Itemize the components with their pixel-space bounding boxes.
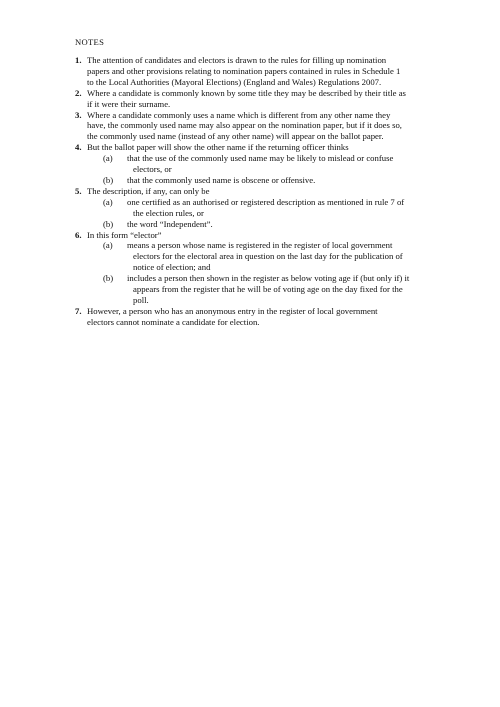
note-item <box>75 230 427 306</box>
note-text-line: electors cannot nominate a candidate for election. <box>87 316 260 327</box>
sub-item-text <box>127 197 427 219</box>
note-item <box>75 88 427 110</box>
sub-item-text <box>127 273 427 306</box>
note-text-line: The attention of candidates and electors is drawn to the rules for filling up nomination <box>87 55 387 65</box>
note-number: 2. <box>75 87 82 98</box>
sub-item-label: (a) <box>103 153 113 164</box>
sub-item-text-line: the word “Independent”. <box>127 218 213 229</box>
note-text-line: if it were their surname. <box>87 98 171 109</box>
sub-item-text-line: appears from the register that he will be of voting age on the day fixed for the <box>133 284 403 295</box>
note-body <box>87 88 427 110</box>
note-item <box>75 186 427 230</box>
note-text-line: The description, if any, can only be <box>87 185 210 196</box>
sub-item-text-line: electors, or <box>133 164 172 175</box>
sub-item <box>103 197 427 219</box>
sub-item-text <box>127 219 427 230</box>
note-body <box>87 110 427 143</box>
note-number: 6. <box>75 229 82 240</box>
sub-item-label: (a) <box>103 240 113 251</box>
sub-item <box>103 240 427 273</box>
sub-item-text-line: notice of election; and <box>133 262 211 273</box>
note-body <box>87 142 427 186</box>
sub-item-label: (b) <box>103 273 114 284</box>
sub-item-text-line: that the use of the commonly used name may be likely to mislead or confuse <box>127 153 394 164</box>
note-text-line: But the ballot paper will show the other name if the returning officer thinks <box>87 142 349 153</box>
notes-list <box>75 55 427 328</box>
note-number: 5. <box>75 185 82 196</box>
sub-item-label: (b) <box>103 218 114 229</box>
sub-item-label: (b) <box>103 174 114 185</box>
sub-item-text-line: means a person whose name is registered in the register of local government <box>127 240 393 251</box>
sub-item-text-line: the election rules, or <box>133 207 204 218</box>
sub-item-text <box>127 153 427 175</box>
note-body <box>87 55 427 88</box>
note-text-line: have, the commonly used name may also appear on the nomination paper, but if it does so, <box>87 120 402 131</box>
note-text-line: Where a candidate commonly uses a name which is different from any other name they <box>87 109 391 120</box>
sub-item-text-line: one certified as an authorised or registered description as mentioned in rule 7 of <box>127 196 405 207</box>
sub-item <box>103 219 427 230</box>
note-body <box>87 230 427 306</box>
note-number: 3. <box>75 109 82 120</box>
sub-item <box>103 273 427 306</box>
note-item <box>75 142 427 186</box>
note-body <box>87 186 427 230</box>
note-text-line: Where a candidate is commonly known by some title they may be described by their title as <box>87 87 406 98</box>
note-text-line: papers and other provisions relating to nomination papers contained in rules in Schedule 1 <box>87 65 401 76</box>
note-text-line: However, a person who has an anonymous entry in the register of local government <box>87 305 378 316</box>
note-text-line: In this form “elector” <box>87 229 162 240</box>
note-number: 1. <box>75 55 82 65</box>
notes-heading: NOTES <box>75 37 105 47</box>
note-item <box>75 110 427 143</box>
note-body <box>87 306 427 328</box>
sub-item-text-line: includes a person then shown in the register as below voting age if (but only if) it <box>127 273 410 284</box>
sub-item <box>103 175 427 186</box>
sub-item <box>103 153 427 175</box>
note-item <box>75 55 427 88</box>
sub-item-text-line: poll. <box>133 294 149 305</box>
sub-item-label: (a) <box>103 196 113 207</box>
note-item <box>75 306 427 328</box>
sub-item-text <box>127 175 427 186</box>
note-text-line: to the Local Authorities (Mayoral Elections) (England and Wales) Regulations 2007. <box>87 76 382 87</box>
note-number: 7. <box>75 305 82 316</box>
sub-item-text <box>127 240 427 273</box>
sub-item-text-line: electors for the electoral area in question on the last day for the publication of <box>133 251 403 262</box>
note-number: 4. <box>75 142 82 153</box>
note-text-line: the commonly used name (instead of any other name) will appear on the ballot paper. <box>87 131 384 142</box>
sub-item-text-line: that the commonly used name is obscene or offensive. <box>127 174 316 185</box>
